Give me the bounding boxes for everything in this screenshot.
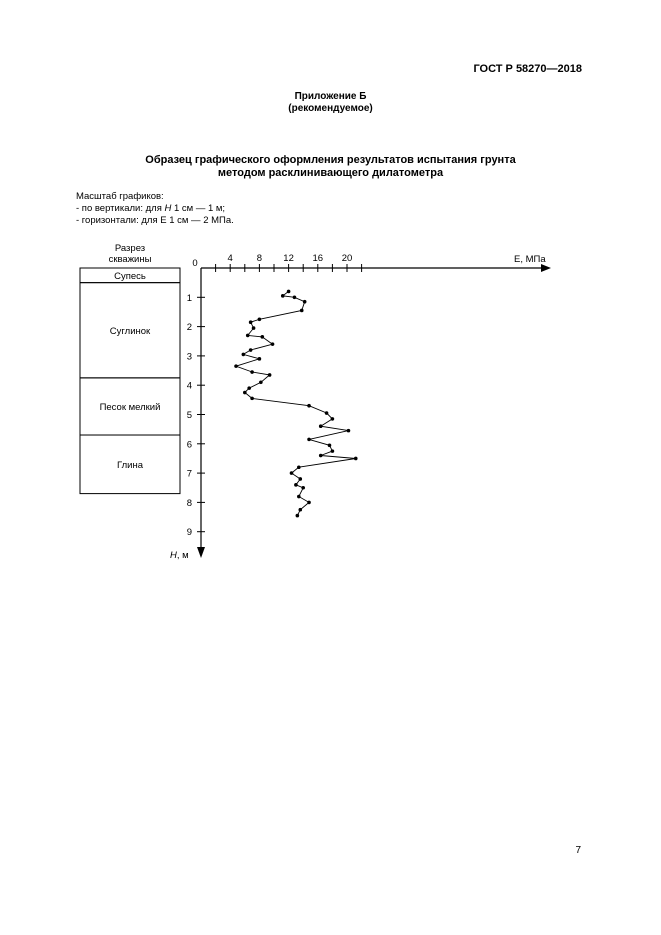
data-point bbox=[297, 495, 301, 499]
borehole-layer-label: Песок мелкий bbox=[99, 401, 161, 413]
data-point bbox=[328, 443, 332, 447]
data-point bbox=[234, 364, 238, 368]
y-axis-label bbox=[170, 550, 189, 561]
scale-vertical-rest: 1 см — 1 м; bbox=[171, 203, 226, 214]
data-point bbox=[331, 449, 335, 453]
page-number: 7 bbox=[575, 845, 581, 856]
data-point bbox=[298, 477, 302, 481]
borehole-layer-label: Суглинок bbox=[109, 325, 151, 337]
x-axis-arrow bbox=[541, 264, 551, 272]
data-point bbox=[298, 508, 302, 512]
data-point bbox=[290, 471, 294, 475]
y-ticks bbox=[187, 293, 205, 538]
data-point bbox=[331, 417, 335, 421]
series-e-points bbox=[234, 290, 357, 518]
series-e-line bbox=[236, 291, 356, 515]
data-point bbox=[307, 438, 311, 442]
y-tick-label: 4 bbox=[186, 380, 192, 392]
x-axis-label: E, МПа bbox=[514, 254, 546, 265]
borehole-header-line2: скважины bbox=[108, 254, 152, 265]
data-point bbox=[294, 483, 298, 487]
data-point bbox=[307, 404, 311, 408]
y-tick-label: 6 bbox=[186, 439, 192, 451]
x-tick-label: 12 bbox=[283, 253, 294, 264]
figure-title-line2: методом расклинивающего дилатометра bbox=[217, 167, 444, 179]
borehole-layer-label: Глина bbox=[117, 459, 143, 471]
scale-vertical-var: H bbox=[164, 203, 172, 214]
chart-axes bbox=[170, 253, 551, 561]
data-point bbox=[259, 380, 263, 384]
data-point bbox=[347, 429, 351, 433]
scale-heading: Масштаб графиков: bbox=[76, 191, 164, 202]
y-tick-label: 2 bbox=[186, 322, 192, 334]
x-tick-label: 20 bbox=[341, 253, 353, 264]
data-point bbox=[249, 348, 253, 352]
data-point bbox=[301, 486, 305, 490]
y-tick-label: 7 bbox=[186, 468, 192, 480]
data-point bbox=[258, 357, 262, 361]
annex-title: Приложение Б bbox=[294, 91, 367, 102]
y-tick-label: 1 bbox=[186, 292, 192, 304]
data-point bbox=[293, 296, 297, 300]
data-point bbox=[300, 309, 304, 313]
y-tick-label: 8 bbox=[186, 497, 192, 509]
data-point bbox=[271, 342, 275, 346]
borehole-column bbox=[80, 268, 180, 494]
data-point bbox=[258, 317, 262, 321]
data-point bbox=[246, 334, 250, 338]
data-point bbox=[249, 320, 253, 324]
y-tick-label: 3 bbox=[186, 351, 192, 363]
x-ticks bbox=[216, 253, 362, 272]
scale-horizontal: - горизонтали: для E 1 см — 2 МПа. bbox=[76, 215, 234, 226]
data-point bbox=[325, 411, 329, 415]
y-axis-label-unit: , м bbox=[176, 550, 189, 561]
data-point bbox=[303, 300, 307, 304]
data-point bbox=[250, 397, 254, 401]
axis-origin-label: 0 bbox=[192, 258, 198, 269]
figure-title-line1: Образец графического оформления результатов испытания грунта bbox=[145, 154, 516, 166]
x-tick-label: 16 bbox=[312, 253, 324, 264]
x-tick-label: 4 bbox=[227, 253, 233, 264]
data-point bbox=[268, 373, 272, 377]
data-point bbox=[261, 335, 265, 339]
data-point bbox=[319, 454, 323, 458]
data-point bbox=[252, 326, 256, 330]
data-point bbox=[297, 465, 301, 469]
data-point bbox=[242, 353, 246, 357]
y-tick-label: 9 bbox=[186, 527, 192, 539]
data-point bbox=[281, 294, 285, 298]
borehole-header-line1: Разрез bbox=[114, 243, 146, 254]
y-tick-label: 5 bbox=[186, 410, 192, 421]
x-tick-label: 8 bbox=[256, 253, 263, 264]
data-point bbox=[307, 501, 311, 505]
data-point bbox=[354, 457, 358, 461]
data-point bbox=[243, 391, 247, 395]
borehole-layer-label: Супесь bbox=[114, 270, 146, 282]
data-point bbox=[250, 370, 254, 374]
annex-subtitle: (рекомендуемое) bbox=[288, 103, 373, 114]
data-point bbox=[247, 386, 251, 390]
data-point bbox=[319, 424, 323, 428]
data-point bbox=[287, 290, 291, 294]
data-point bbox=[296, 514, 300, 518]
scale-vertical-prefix: - по вертикали: для bbox=[76, 203, 165, 214]
document-code: ГОСТ Р 58270—2018 bbox=[473, 63, 582, 75]
y-axis-label-var: H bbox=[170, 550, 177, 561]
y-axis-arrow bbox=[197, 547, 205, 558]
